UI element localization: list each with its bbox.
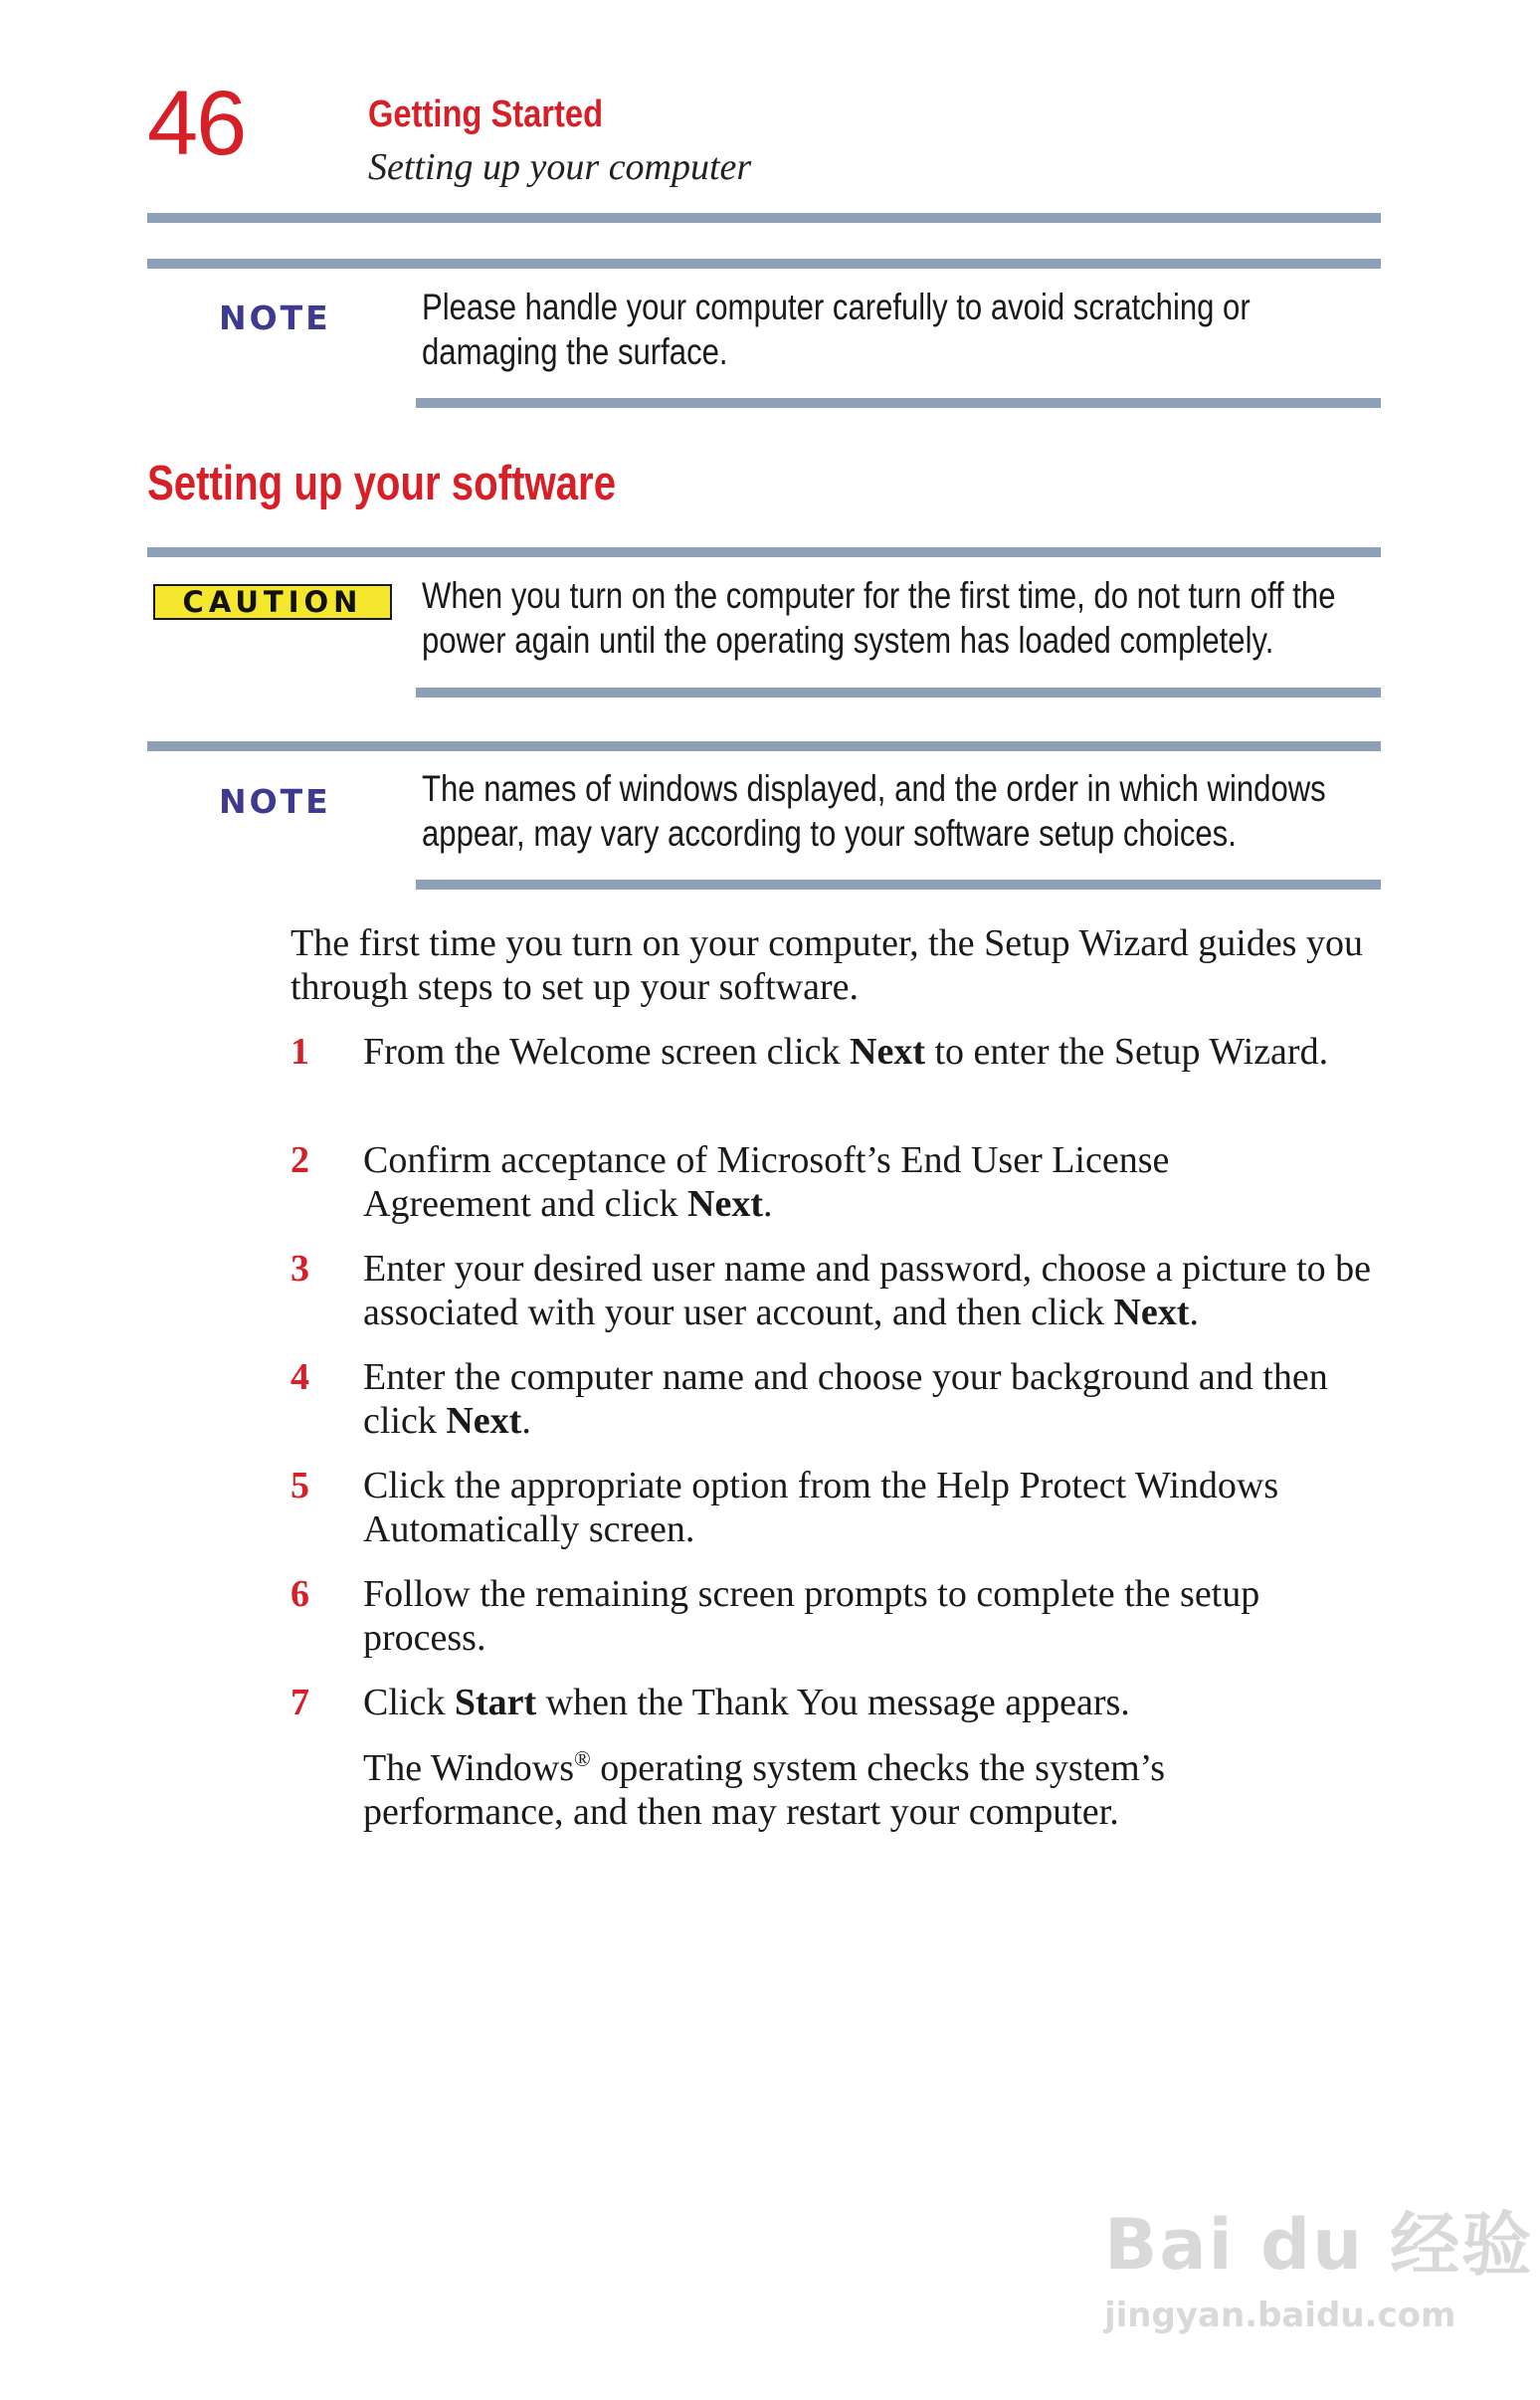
followup-paragraph: The Windows® operating system checks the system’s performance, and then may restart your computer.	[363, 1746, 1166, 1833]
step-text: Enter your desired user name and password, choose a picture to be associated with your user account, and then click Next.	[363, 1248, 1371, 1333]
step-text: Confirm acceptance of Microsoft’s End User License Agreement and click Next.	[363, 1139, 1170, 1225]
note-bottom-rule	[416, 880, 1381, 890]
note-top-rule	[147, 259, 1381, 269]
registered-mark: ®	[574, 1746, 591, 1771]
watermark-url: jingyan.baidu.com	[1104, 2296, 1456, 2335]
section-title: Setting up your computer	[368, 146, 752, 188]
chapter-title: Getting Started	[368, 94, 604, 135]
step-number: 4	[290, 1356, 309, 1398]
step-number: 2	[290, 1139, 309, 1181]
note-text: The names of windows displayed, and the order in which windows appear, may vary according to your software setup choices.	[422, 768, 1326, 854]
step-number: 6	[290, 1573, 309, 1615]
note-label: NOTE	[219, 782, 331, 821]
step-number: 5	[290, 1465, 309, 1506]
caution-top-rule	[147, 547, 1381, 557]
caution-bottom-rule	[416, 688, 1381, 698]
step-text: Follow the remaining screen prompts to complete the setup process.	[363, 1573, 1260, 1659]
section-heading: Setting up your software	[147, 457, 617, 510]
step-text: Enter the computer name and choose your background and then click Next.	[363, 1356, 1328, 1442]
header-rule	[147, 213, 1381, 223]
note-label: NOTE	[219, 299, 331, 337]
step-text: From the Welcome screen click Next to enter the Setup Wizard.	[363, 1031, 1329, 1073]
intro-paragraph: The first time you turn on your computer, the Setup Wizard guides you through steps to set up your software.	[290, 922, 1363, 1008]
step-number: 7	[290, 1682, 309, 1723]
caution-text: When you turn on the computer for the first time, do not turn off the power again until the operating system has loaded completely.	[422, 575, 1336, 661]
note-top-rule	[147, 741, 1381, 751]
note-text: Please handle your computer carefully to avoid scratching or damaging the surface.	[422, 287, 1251, 372]
note-bottom-rule	[416, 398, 1381, 408]
step-text: Click Start when the Thank You message appears.	[363, 1682, 1130, 1723]
caution-badge: CAUTION	[153, 584, 392, 620]
step-number: 1	[290, 1031, 309, 1073]
step-text: Click the appropriate option from the Help Protect Windows Automatically screen.	[363, 1465, 1279, 1550]
watermark-logo: Bai du 经验	[1104, 2204, 1534, 2286]
watermark	[1104, 2189, 1533, 2335]
page-number: 46	[147, 73, 246, 174]
step-number: 3	[290, 1248, 309, 1290]
